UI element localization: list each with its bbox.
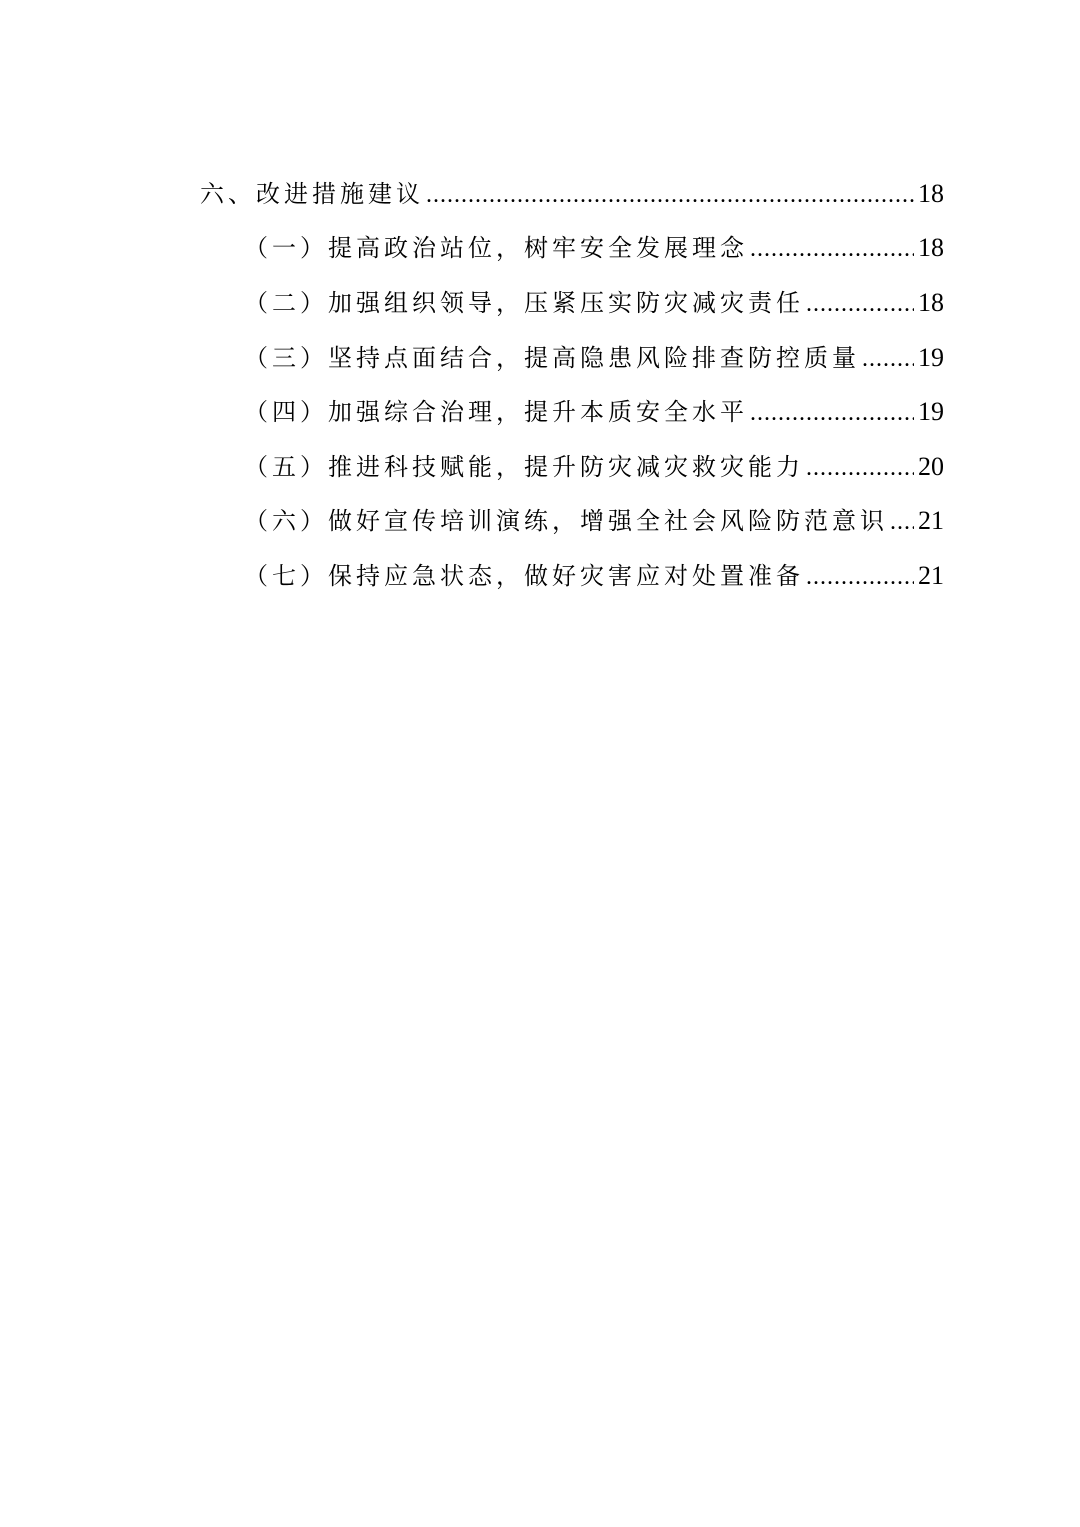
toc-entry-title: （六）做好宣传培训演练，增强全社会风险防范意识 (244, 507, 888, 535)
toc-entry-page-number: 18 (918, 288, 944, 317)
dot-leader (862, 339, 914, 379)
toc-entry-title: （七）保持应急状态，做好灾害应对处置准备 (244, 562, 804, 590)
toc-entry-subsection-5[interactable] (244, 447, 944, 487)
dot-leader (806, 557, 914, 597)
toc-entry-title: （五）推进科技赋能，提升防灾减灾救灾能力 (244, 453, 804, 481)
toc-entry-subsection-7[interactable] (244, 556, 944, 596)
toc-entry-page-number: 19 (918, 397, 944, 426)
toc-entry-page-number: 20 (918, 452, 944, 481)
toc-entry-subsection-2[interactable] (244, 283, 944, 323)
toc-entry-title: （三）坚持点面结合，提高隐患风险排查防控质量 (244, 344, 860, 372)
toc-entry-subsection-6[interactable] (244, 501, 944, 541)
dot-leader (426, 175, 914, 215)
dot-leader (890, 502, 914, 542)
toc-entry-subsection-4[interactable] (244, 392, 944, 432)
toc-entry-title: 六、改进措施建议 (200, 180, 424, 208)
toc-entry-subsection-3[interactable] (244, 338, 944, 378)
dot-leader (750, 393, 914, 433)
dot-leader (806, 448, 914, 488)
toc-entry-page-number: 21 (918, 561, 944, 590)
toc-entry-page-number: 19 (918, 343, 944, 372)
toc-entry-section-6[interactable] (200, 174, 944, 214)
dot-leader (806, 284, 914, 324)
toc-entry-subsection-1[interactable] (244, 228, 944, 268)
toc-entry-page-number: 18 (918, 179, 944, 208)
toc-entry-title: （四）加强综合治理，提升本质安全水平 (244, 398, 748, 426)
toc-entry-page-number: 18 (918, 233, 944, 262)
toc-entry-title: （二）加强组织领导，压紧压实防灾减灾责任 (244, 289, 804, 317)
toc-entry-title: （一）提高政治站位，树牢安全发展理念 (244, 234, 748, 262)
dot-leader (750, 229, 914, 269)
toc-entry-page-number: 21 (918, 506, 944, 535)
